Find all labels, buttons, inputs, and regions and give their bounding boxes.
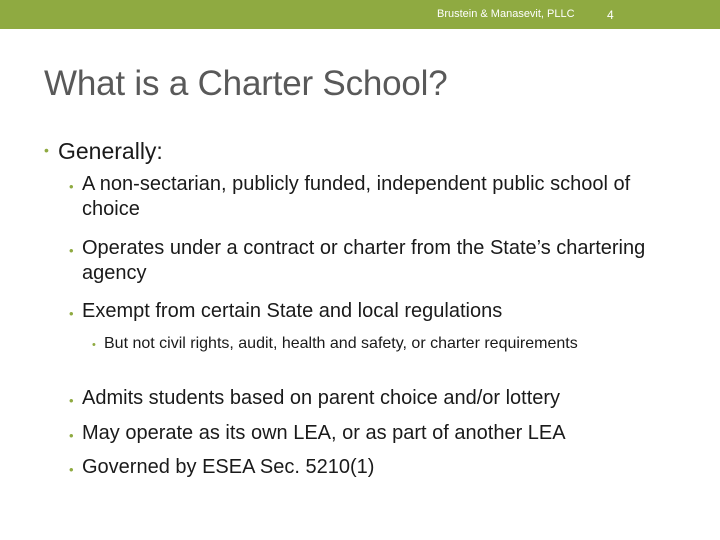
bullet-text: Governed by ESEA Sec. 5210(1) [82, 456, 375, 478]
bullet-dot: • [92, 339, 96, 351]
bullet-generally [44, 138, 163, 165]
bullet-text: But not civil rights, audit, health and safety, or charter requirements [104, 335, 578, 352]
bullet-text: Exempt from certain State and local regulations [82, 300, 503, 322]
bullet-text: A non-sectarian, publicly funded, independent public school of choice [82, 173, 631, 220]
bullet-exempt [69, 299, 682, 324]
bullet-dot: • [69, 306, 74, 321]
bullet-admits [69, 386, 682, 411]
sub-bullet-civil-rights [92, 334, 624, 354]
bullet-dot: • [69, 428, 74, 443]
header-bar [0, 0, 720, 29]
bullet-dot: • [44, 142, 49, 158]
page-number: 4 [607, 8, 614, 22]
bullet-esea [69, 455, 682, 480]
bullet-text: Generally: [58, 138, 163, 164]
firm-name: Brustein & Manasevit, PLLC [437, 8, 575, 20]
bullet-dot: • [69, 393, 74, 408]
bullet-dot: • [69, 179, 74, 194]
bullet-non-sectarian [69, 172, 682, 222]
bullet-text: Admits students based on parent choice and/or lottery [82, 387, 561, 409]
slide-title: What is a Charter School? [44, 64, 448, 103]
bullet-dot: • [69, 243, 74, 258]
bullet-contract [69, 236, 682, 286]
bullet-text: Operates under a contract or charter from the State’s chartering agency [82, 237, 646, 284]
bullet-dot: • [69, 462, 74, 477]
bullet-lea [69, 421, 682, 446]
bullet-text: May operate as its own LEA, or as part of another LEA [82, 422, 566, 444]
